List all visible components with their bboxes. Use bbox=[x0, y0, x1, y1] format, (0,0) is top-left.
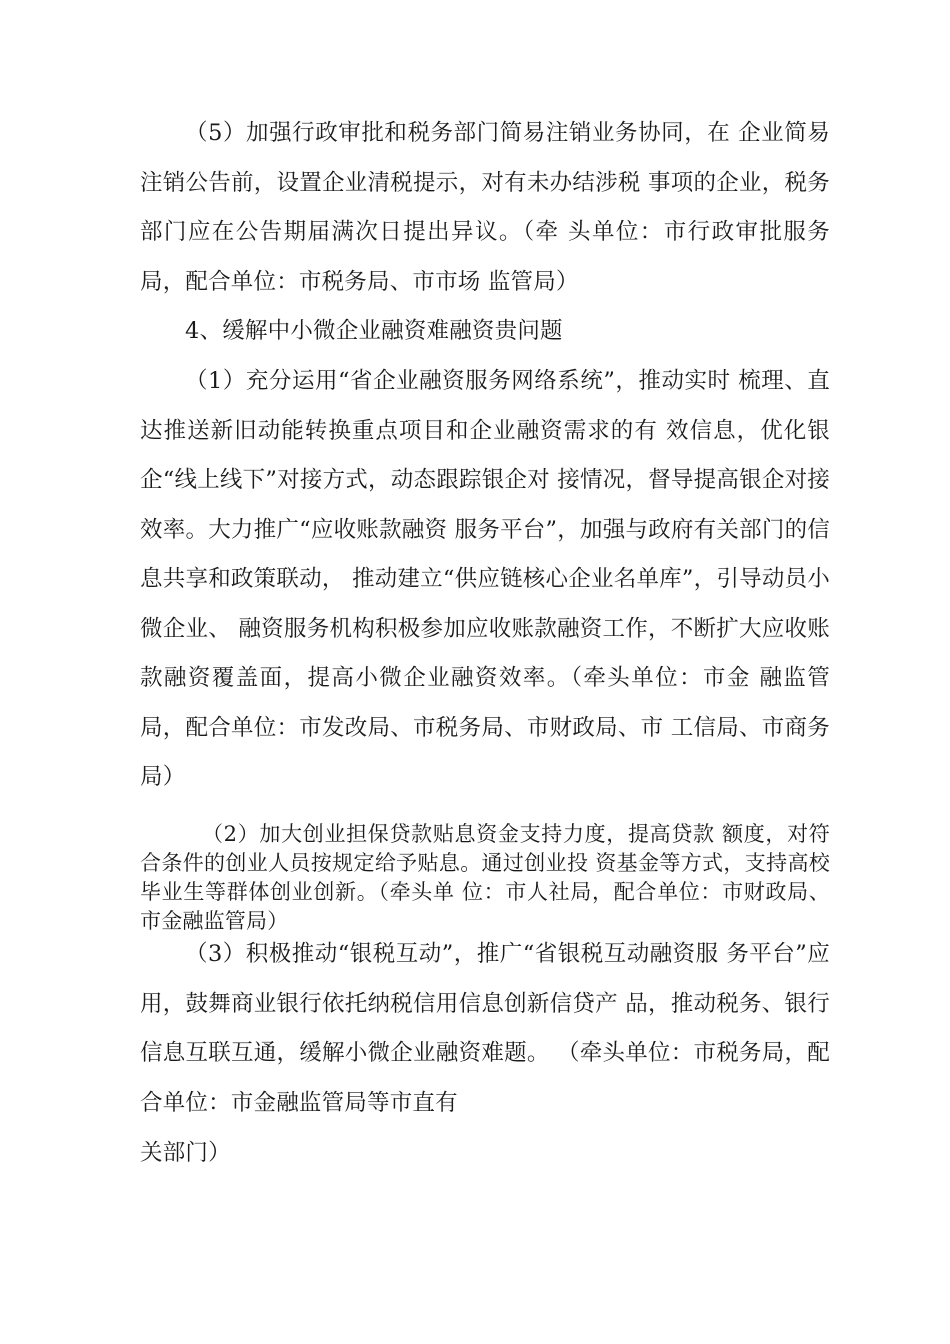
paragraph-financing-service-system: （1）充分运用“省企业融资服务网络系统”，推动实时 梳理、直达推送新旧动能转换重点项目和企业融资需求的有 效信息，优化银企“线上线下”对接方式，动态跟踪银企对 接情况，督导提高银企对接效率。大力推广“应收账款融资 服务平台”，加强与政府有关部门的信息共享和政策联动， 推动建立“供应链核心企业名单库”，引导动员小微企业、 融资服务机构积极参加应收账款融资工作，不断扩大应收账 款融资覆盖面，提高小微企业融资效率。（牵头单位：市金 融监管局，配合单位：市发改局、市税务局、市财政局、市 工信局、市商务局） bbox=[140, 368, 830, 790]
paragraph-simplified-deregistration: （5）加强行政审批和税务部门简易注销业务协同，在 企业简易注销公告前，设置企业清税提示，对有未办结涉税 事项的企业，税务部门应在公告期届满次日提出异议。（牵 头单位：市行政审批服务局，配合单位：市税务局、市市场 监管局） bbox=[140, 120, 830, 295]
paragraph-continuation: 关部门） bbox=[140, 1140, 231, 1166]
paragraph-entrepreneurship-loans: （2）加大创业担保贷款贴息资金支持力度，提高贷款 额度，对符合条件的创业人员按规定给予贴息。通过创业投 资基金等方式，支持高校毕业生等群体创业创新。（牵头单 位：市人社局，配合单位：市财政局、市金融监管局） bbox=[140, 822, 830, 933]
section-heading-financing: 4、缓解中小微企业融资难融资贵问题 bbox=[185, 318, 563, 344]
paragraph-bank-tax-interaction: （3）积极推动“银税互动”，推广“省银税互动融资服 务平台”应用，鼓舞商业银行依托纳税信用信息创新信贷产 品，推动税务、银行信息互联互通，缓解小微企业融资难题。 （牵头单位：市税务局，配合单位：市金融监管局等市直有 bbox=[140, 941, 830, 1116]
